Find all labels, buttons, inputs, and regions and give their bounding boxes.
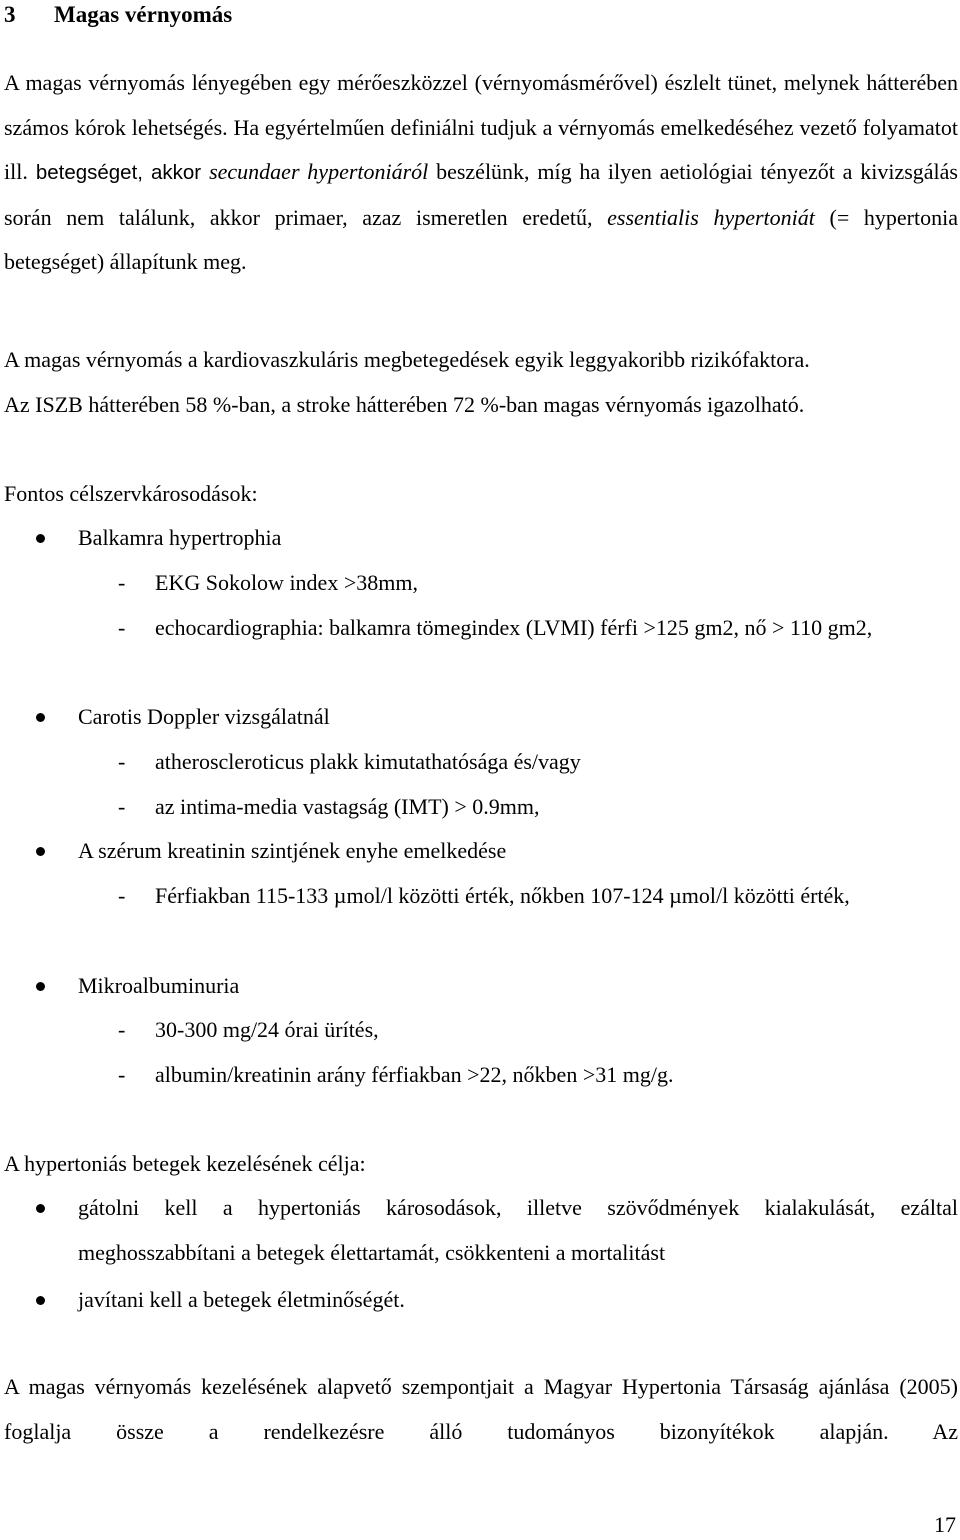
- intro-text-2: betegséget, akkor: [27, 161, 210, 185]
- organ-damage-item: Mikroalbuminuria: [78, 971, 239, 1001]
- intro-italic-secundaer: secundaer hypertoniáról: [209, 159, 429, 185]
- organ-damage-item: Carotis Doppler vizsgálatnál: [78, 702, 330, 732]
- intro-text-3: beszélünk, míg ha ilyen aetiológiai tényezőt a kivizsgálás során nem találunk, akkor primaer, azaz ismeretlen eredetű,: [4, 159, 958, 230]
- risk-line-2: Az ISZB hátterében 58 %-ban, a stroke hátterében 72 %-ban magas vérnyomás igazolható.: [4, 392, 805, 417]
- goal-item: javítani kell a betegek életminőségét.: [78, 1285, 405, 1315]
- organ-damage-subitem: - 30-300 mg/24 órai ürítés,: [155, 1008, 958, 1053]
- goal-item: gátolni kell a hypertoniás károsodások, illetve szövődmények kialakulását, ezáltal meghosszabbítani a betegek élettartamát, csökkenteni a mortalitást: [78, 1186, 958, 1275]
- organ-damage-subitem: - echocardiographia: balkamra tömegindex (LVMI) férfi >125 gm2, nő > 110 gm2,: [155, 606, 958, 651]
- organ-damage-subitem: - Férfiakban 115-133 µmol/l közötti érték, nőkben 107-124 µmol/l közötti érték,: [155, 874, 958, 919]
- intro-paragraph: [4, 61, 958, 285]
- section-number: 3: [4, 2, 16, 27]
- organ-damage-subitem: - atheroscleroticus plakk kimutathatósága és/vagy: [155, 740, 958, 785]
- page-number: 17: [934, 1512, 956, 1537]
- organ-damage-item: Balkamra hypertrophia: [78, 523, 281, 553]
- organ-damage-subitem: - EKG Sokolow index >38mm,: [155, 561, 958, 606]
- organ-damage-item: A szérum kreatinin szintjének enyhe emelkedése: [78, 836, 506, 866]
- section-title: Magas vérnyomás: [54, 2, 233, 27]
- intro-italic-essentialis: essentialis hypertoniát: [607, 204, 815, 230]
- risk-line-1: A magas vérnyomás a kardiovaszkuláris megbetegedések egyik leggyakoribb rizikófaktora.: [4, 347, 810, 372]
- intro-text-1: A magas vérnyomás lényegében egy mérőeszközzel (vérnyomásmérővel) észlelt tünet, melynek hátterében számos kórok lehetségés. Ha egyértelműen definiálni tudjuk a vérnyomás emelkedéséhez vezető folyamatot ill.: [4, 70, 958, 185]
- organ-damage-title: Fontos célszervkárosodások:: [4, 481, 258, 506]
- goals-title: A hypertoniás betegek kezelésének célja:: [4, 1151, 366, 1176]
- intro-text-4: (= hypertonia betegséget) állapítunk meg.: [4, 204, 959, 275]
- closing-paragraph: A magas vérnyomás kezelésének alapvető szempontjait a Magyar Hypertonia Társaság ajánlása (2005) foglalja össze a rendelkezésre álló tudományos bizonyítékok alapján. Az: [4, 1374, 958, 1444]
- section-heading: [4, 0, 232, 30]
- organ-damage-subitem: - az intima-media vastagság (IMT) > 0.9mm,: [155, 785, 958, 830]
- organ-damage-subitem: - albumin/kreatinin arány férfiakban >22, nőkben >31 mg/g.: [155, 1053, 958, 1098]
